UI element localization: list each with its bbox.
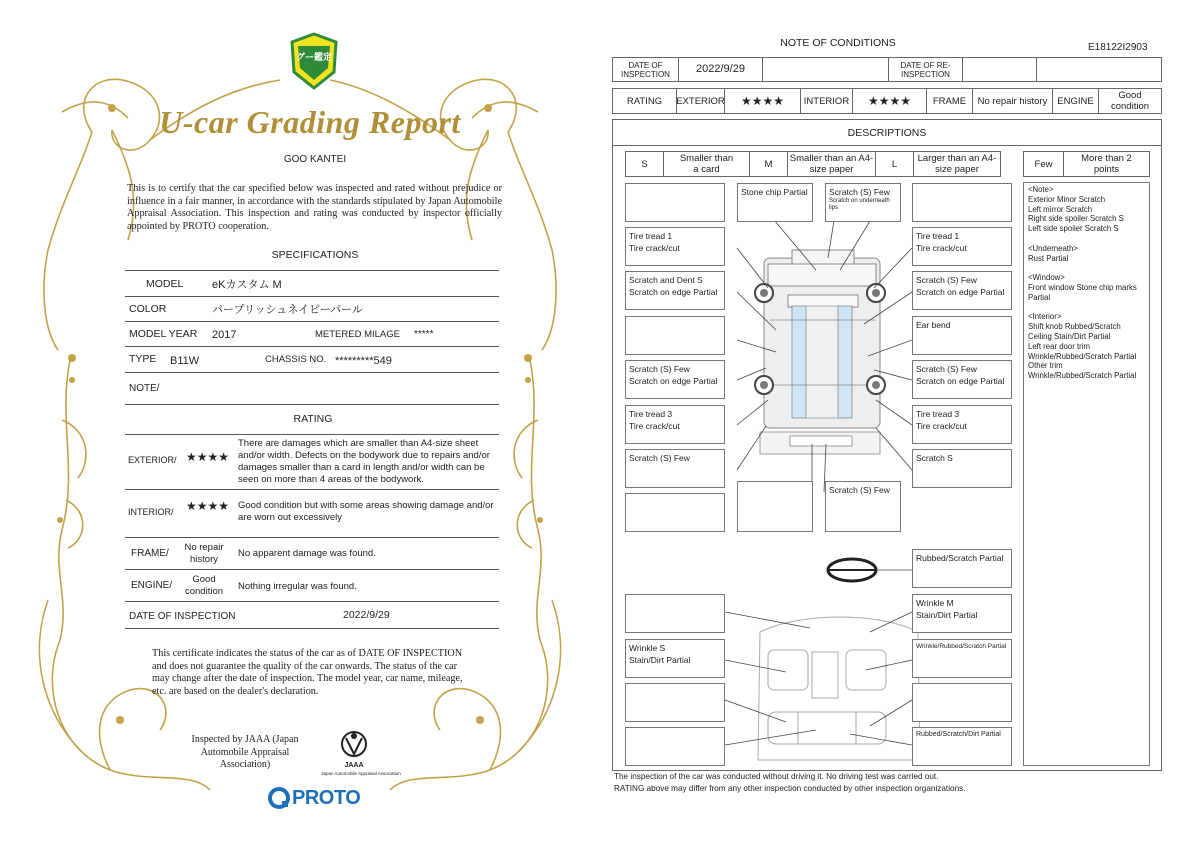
date-of-inspection-value: 2022/9/29 xyxy=(343,609,390,621)
callout-tire3-left: Tire tread 3 Tire crack/cut xyxy=(625,405,725,444)
frame-value: No repair history xyxy=(184,542,224,565)
date-of-inspection-label: DATE OF INSPECTION xyxy=(129,610,236,622)
report-subtitle: GOO KANTEI xyxy=(283,154,347,165)
date-inspection-label: DATE OF INSPECTION xyxy=(613,58,679,81)
callout-ext-top-left xyxy=(625,183,725,222)
jaaa-logo xyxy=(321,728,401,780)
callout-ear-bend: Ear bend xyxy=(912,316,1012,355)
callout-scratch-dent: Scratch and Dent S Scratch on edge Partial xyxy=(625,271,725,310)
date-inspection-value: 2022/9/29 xyxy=(679,58,763,81)
scratch-few-top-sub: Scratch on underneath lips xyxy=(829,198,890,211)
chassis-value: *********549 xyxy=(335,355,392,367)
proto-logo-text: PROTO xyxy=(292,786,361,809)
exterior-description: There are damages which are smaller than A4-size sheet and/or width. Defects on the bodywork due to repairs and/or damages smaller than a card in length and/or width can be seen on more than 4 areas of the bodywork. xyxy=(238,438,490,485)
report-title: U-car Grading Report xyxy=(159,104,461,140)
goo-kantei-logo xyxy=(288,32,340,90)
callout-scratch-few-r1: Scratch (S) Few Scratch on edge Partial xyxy=(912,271,1012,310)
reinspection-label: DATE OF RE-INSPECTION xyxy=(889,58,963,81)
callout-int-left-3 xyxy=(625,683,725,722)
rating-label: RATING xyxy=(613,89,677,113)
conditions-title: NOTE OF CONDITIONS xyxy=(780,37,896,49)
proto-logo xyxy=(268,786,368,810)
callout-scratch-few-l3: Scratch (S) Few xyxy=(625,449,725,488)
callout-ext-top-right xyxy=(912,183,1012,222)
interior-stars: ★★★★ xyxy=(853,89,927,113)
callout-ext-bottom-mid xyxy=(737,481,813,532)
type-value: B11W xyxy=(170,355,200,367)
logo-text: グー鑑定 xyxy=(295,52,332,62)
callout-wrinkle-m: Wrinkle M Stain/Dirt Partial xyxy=(912,594,1012,633)
certificate-disclaimer: This certificate indicates the status of the car as of DATE OF INSPECTION and does not guarantee the quality of the car onwards. The status of the car may change after the date of inspection. The model year, car name, mileage, etc. are based on the dealer's declaration. xyxy=(152,648,463,697)
footer-note-1: The inspection of the car was conducted without driving it. No driving test was carried out. xyxy=(614,772,939,781)
jaaa-caption: Japan Automobile Appraisal Association xyxy=(321,771,401,776)
exterior-label: EXTERIOR/ xyxy=(128,455,177,465)
callout-int-right-3 xyxy=(912,683,1012,722)
model-year-value: 2017 xyxy=(212,329,237,341)
color-value: パープリッシュネイビーパール xyxy=(212,304,363,316)
exterior-stars: ★★★★ xyxy=(725,89,801,113)
interior-stars: ★★★★ xyxy=(186,499,230,513)
callout-steering: Rubbed/Scratch Partial xyxy=(912,549,1012,588)
callout-tire1-right: Tire tread 1 Tire crack/cut xyxy=(912,227,1012,266)
metered-milage-value: ***** xyxy=(414,328,434,340)
exterior-stars: ★★★★ xyxy=(186,450,230,464)
engine-value: Good condition xyxy=(1110,90,1150,112)
callout-tire3-right: Tire tread 3 Tire crack/cut xyxy=(912,405,1012,444)
callout-stone-chip: Stone chip Partial xyxy=(737,183,813,222)
callout-rubbed-dirt: Rubbed/Scratch/Dirt Partial xyxy=(912,727,1012,766)
inspected-by: Inspected by JAAA (Japan Automobile Appraisal Association) xyxy=(191,734,299,770)
callout-scratch-few-bottom: Scratch (S) Few xyxy=(825,481,901,532)
interior-label: INTERIOR xyxy=(801,89,853,113)
descriptions-heading: DESCRIPTIONS xyxy=(613,120,1161,146)
notes-panel: <Note> Exterior Minor Scratch Left mirror Scratch Right side spoiler Scratch S Left side spoiler Scratch S <Underneath> Rust Partial <Window> Front window Stone chip marks Partial <Interior> Shift knob Rubbed/Scratch Ceiling Stain/Dirt Partial Left rear door trim Wrinkle/Rubbed/Scratch Partial Other trim Wrinkle/Rubbed/Scratch Partial xyxy=(1023,182,1150,766)
callout-scratch-few-r2: Scratch (S) Few Scratch on edge Partial xyxy=(912,360,1012,399)
metered-milage-label: METERED MILAGE xyxy=(315,328,400,340)
engine-description: Nothing irregular was found. xyxy=(238,580,357,592)
callout-wrinkle-s: Wrinkle S Stain/Dirt Partial xyxy=(625,639,725,678)
callout-ext-bottom-left xyxy=(625,493,725,532)
exterior-label: EXTERIOR xyxy=(677,89,725,113)
specifications-heading: SPECIFICATIONS xyxy=(271,249,359,261)
callout-scratch-few-l2: Scratch (S) Few Scratch on edge Partial xyxy=(625,360,725,399)
frame-label: FRAME/ xyxy=(131,547,169,559)
legend-l-text: Larger than an A4-size paper xyxy=(917,153,997,175)
footer-note-2: RATING above may differ from any other inspection conducted by other inspection organizations. xyxy=(614,784,966,793)
legend-l-code: L xyxy=(876,152,914,176)
frame-label: FRAME xyxy=(927,89,973,113)
callout-scratch-s-right: Scratch S xyxy=(912,449,1012,488)
engine-label: ENGINE/ xyxy=(131,579,173,591)
frame-value: No repair history xyxy=(973,89,1053,113)
callout-tire1-left: Tire tread 1 Tire crack/cut xyxy=(625,227,725,266)
note-of-conditions xyxy=(600,0,1200,848)
legend-s-text: Smaller than a card xyxy=(664,152,750,176)
proto-mark-icon xyxy=(268,787,290,809)
frame-description: No apparent damage was found. xyxy=(238,547,376,559)
legend-m-text: Smaller than an A4-size paper xyxy=(788,152,876,176)
certify-intro: This is to certify that the car specified below was inspected and rated without prejudice or influence in a fair manner, in accordance with the standards stipulated by Japan Automobile Appraisal Association. This inspection and rating was conducted by inspector officially appointed by PROTO cooperation. xyxy=(127,183,502,232)
engine-label: ENGINE xyxy=(1053,89,1099,113)
legend-few-text: More than 2 points xyxy=(1081,153,1132,175)
note-label: NOTE/ xyxy=(129,382,160,394)
chassis-label: CHASSIS NO. xyxy=(265,353,327,365)
model-year-label: MODEL YEAR xyxy=(129,328,198,340)
engine-value: Good condition xyxy=(184,574,224,597)
callout-ext-mid-left xyxy=(625,316,725,355)
type-label: TYPE xyxy=(129,353,157,365)
rating-heading: RATING xyxy=(293,413,333,425)
legend-m-code: M xyxy=(750,152,788,176)
model-value: eKカスタム M xyxy=(212,279,282,291)
model-label: MODEL xyxy=(146,278,184,290)
legend-s-code: S xyxy=(626,152,664,176)
interior-label: INTERIOR/ xyxy=(128,507,174,517)
jaaa-mark-text: JAAA xyxy=(344,762,364,769)
jaaa-emblem-icon xyxy=(330,728,392,762)
interior-description: Good condition but with some areas showing damage and/or are worn out excessively xyxy=(238,500,494,523)
scratch-few-top-text: Scratch (S) Few xyxy=(829,187,890,197)
legend-few-code: Few xyxy=(1024,152,1064,176)
callout-int-left-1 xyxy=(625,594,725,633)
callout-int-left-4 xyxy=(625,727,725,766)
callout-wrinkle-rubbed: Wrinkle/Rubbed/Scratch Partial xyxy=(912,639,1012,678)
callout-scratch-few-top xyxy=(825,183,901,222)
report-code: E18122I2903 xyxy=(1088,42,1148,53)
color-label: COLOR xyxy=(129,303,167,315)
